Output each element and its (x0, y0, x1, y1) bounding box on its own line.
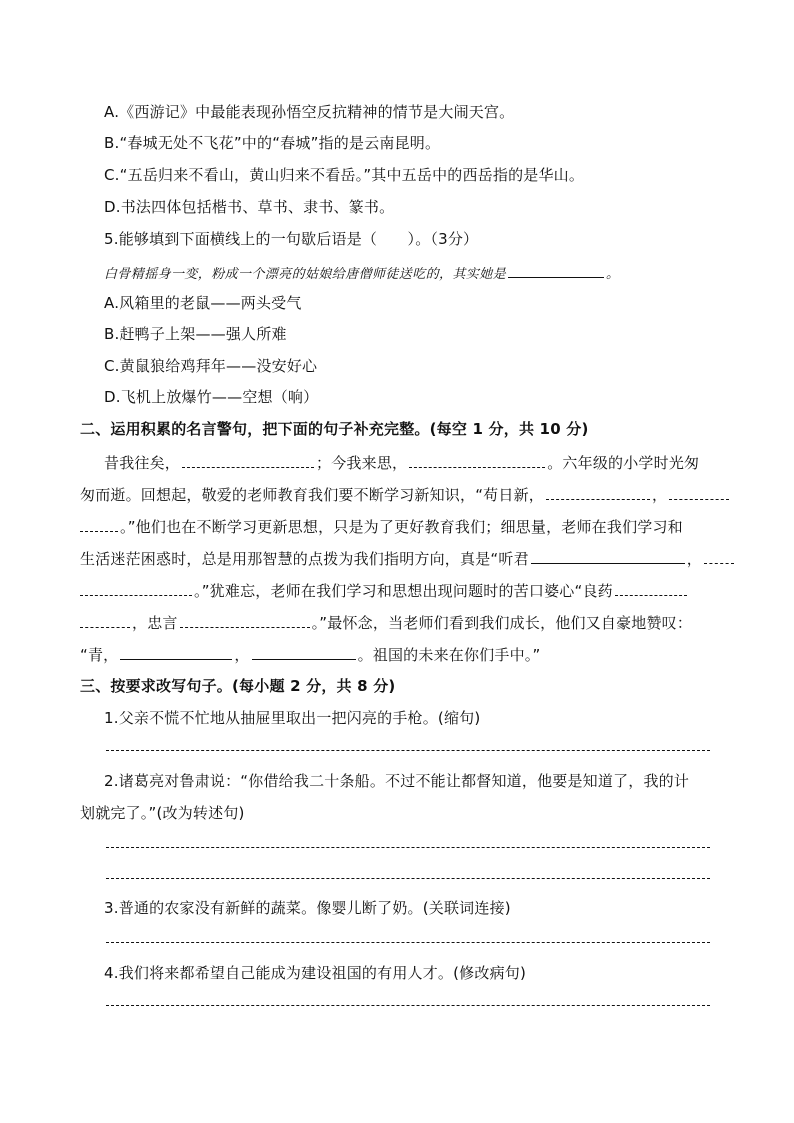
s2-text: 。”最怀念，当老师们看到我们成长，他们又自豪地赞叹： (311, 614, 693, 632)
s2-text: 。六年级的小学时光匆 (547, 454, 700, 472)
s2-line-5 (80, 579, 689, 602)
s2-blank-6b[interactable] (80, 579, 192, 596)
section-2-heading: 二、运用积累的名言警句，把下面的句子补充完整。(每空 1 分，共 10 分) (80, 420, 589, 438)
section-3-heading: 三、按要求改写句子。(每小题 2 分，共 8 分) (80, 677, 396, 695)
question-5-quote (104, 261, 619, 286)
s2-text: ， (686, 550, 702, 568)
quote-end: 。 (606, 267, 620, 282)
s2-blank-2[interactable] (409, 451, 545, 468)
s2-text: 。”他们也在不断学习更新思想，只是为了更好教育我们；细思量，老师在我们学习和 (120, 518, 683, 536)
s2-blank-1[interactable] (182, 451, 314, 468)
s2-text: 生活迷茫困惑时，总是用那智慧的点拨为我们指明方向，真是“听君 (80, 550, 529, 568)
s3-question-4: 4.我们将来都希望自己能成为建设祖国的有用人才。(修改病句) (104, 964, 527, 982)
option-4d: D.书法四体包括楷书、草书、隶书、篆书。 (104, 198, 395, 216)
s2-line-1 (104, 451, 699, 474)
s2-blank-10[interactable] (252, 643, 356, 660)
s2-blank-8[interactable] (180, 611, 310, 628)
s2-blank-4a[interactable] (669, 483, 729, 500)
s2-line-7 (80, 643, 540, 666)
s2-text: “青， (80, 646, 119, 664)
s2-text: 。祖国的未来在你们手中。” (357, 646, 541, 664)
option-4c: C.“五岳归来不看山，黄山归来不看岳。”其中五岳中的西岳指的是华山。 (104, 166, 585, 184)
answer-line-2a[interactable] (106, 847, 710, 848)
s2-blank-5[interactable] (531, 547, 685, 564)
s2-line-2 (80, 483, 731, 506)
quote-text: 白骨精摇身一变，粉成一个漂亮的姑娘给唐僧师徒送吃的，其实她是 (104, 267, 507, 282)
s2-blank-3[interactable] (546, 483, 650, 500)
quote-blank[interactable] (508, 261, 604, 278)
s3-question-2b: 划就完了。”(改为转述句) (80, 804, 245, 822)
s2-blank-7b[interactable] (80, 611, 130, 628)
s2-text: 。”犹难忘，老师在我们学习和思想出现问题时的苦口婆心“良药 (194, 582, 613, 600)
s3-question-1: 1.父亲不慌不忙地从抽屉里取出一把闪亮的手枪。(缩句) (104, 709, 481, 727)
question-5: 5.能够填到下面横线上的一句歇后语是（ ）。（3分） (104, 230, 479, 248)
s2-line-3 (80, 515, 683, 538)
s2-line-6 (80, 611, 692, 634)
s2-blank-9[interactable] (120, 643, 232, 660)
answer-line-4[interactable] (106, 1005, 710, 1006)
answer-line-3[interactable] (106, 942, 710, 943)
s3-question-2a: 2.诸葛亮对鲁肃说：“你借给我二十条船。不过不能让都督知道，他要是知道了，我的计 (104, 772, 690, 790)
option-5a: A.风箱里的老鼠——两头受气 (104, 294, 302, 312)
s2-blank-7a[interactable] (615, 579, 687, 596)
s2-text: ， (234, 646, 250, 664)
answer-line-1[interactable] (106, 750, 710, 751)
option-5c: C.黄鼠狼给鸡拜年——没安好心 (104, 357, 318, 375)
s2-text: ；今我来思， (316, 454, 408, 472)
s2-text: ，忠言 (132, 614, 178, 632)
s2-blank-4b[interactable] (80, 515, 118, 532)
answer-line-2b[interactable] (106, 878, 710, 879)
s2-text: ， (651, 486, 668, 504)
s3-question-3: 3.普通的农家没有新鲜的蔬菜。像婴儿断了奶。(关联词连接) (104, 899, 511, 917)
option-5b: B.赶鸭子上架——强人所难 (104, 325, 287, 343)
s2-text: 匆而逝。回想起，敬爱的老师教育我们要不断学习新知识，“苟日新， (80, 486, 544, 504)
s2-text: 昔我往矣， (104, 454, 181, 472)
option-4b: B.“春城无处不飞花”中的“春城”指的是云南昆明。 (104, 134, 441, 152)
s2-line-4 (80, 547, 736, 570)
option-5d: D.飞机上放爆竹——空想（响） (104, 388, 319, 406)
s2-blank-6a[interactable] (704, 547, 734, 564)
option-4a: A.《西游记》中最能表现孙悟空反抗精神的情节是大闹天宫。 (104, 103, 515, 121)
